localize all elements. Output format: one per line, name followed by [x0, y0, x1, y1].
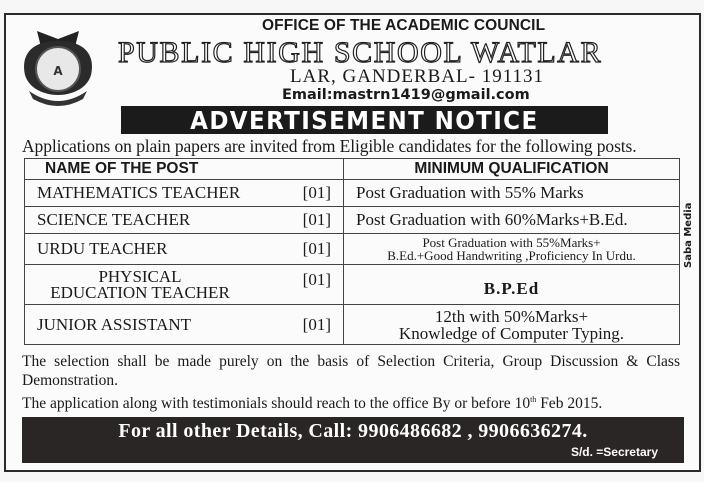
- table-header-row: [25, 159, 680, 180]
- side-credit: Saba Media: [683, 202, 694, 268]
- qualification-cell: [344, 305, 680, 345]
- qualification-line: Post Graduation with 55%Marks+: [422, 235, 601, 250]
- table-row: [25, 207, 680, 234]
- qualification-line: Knowledge of Computer Typing.: [398, 323, 625, 343]
- deadline-sup: th: [530, 395, 537, 404]
- advertisement-banner: [121, 106, 608, 134]
- signature: S/d. =Secretary: [570, 445, 658, 459]
- post-name: [25, 266, 255, 302]
- qualification-cell: Post Graduation with 55% Marks: [344, 180, 680, 207]
- post-name-line: EDUCATION TEACHER: [50, 282, 230, 302]
- post-count: [01]: [302, 314, 331, 334]
- post-cell: [25, 207, 344, 234]
- qualification-cell: [344, 234, 680, 265]
- school-email: Email:mastrn1419@gmail.com: [282, 87, 530, 103]
- post-count: [01]: [302, 210, 331, 229]
- post-name: URDU TEACHER: [37, 239, 168, 258]
- contact-footer: [22, 417, 684, 463]
- banner-title: ADVERTISEMENT NOTICE: [190, 106, 539, 135]
- contact-phones: For all other Details, Call: 9906486682 , 9906636274.: [118, 420, 588, 442]
- office-title: OFFICE OF THE ACADEMIC COUNCIL: [262, 17, 546, 34]
- qualification-cell: B.P.Ed: [344, 265, 680, 305]
- post-name-line: PHYSICAL: [98, 266, 182, 286]
- svg-text:A: A: [53, 64, 63, 78]
- post-count: [01]: [302, 269, 331, 289]
- posts-table: [24, 158, 680, 345]
- qualification-line: 12th with 50%Marks+: [434, 306, 589, 326]
- post-cell: [25, 305, 344, 345]
- post-cell: [25, 265, 344, 305]
- deadline-prefix: The application along with testimonials should reach to the office By or before 10: [22, 395, 531, 413]
- qualification-line: B.Ed.+Good Handwriting ,Proficiency In Urdu.: [387, 248, 636, 263]
- header-post-name: NAME OF THE POST: [25, 159, 344, 180]
- post-name: JUNIOR ASSISTANT: [37, 314, 192, 334]
- post-cell: [25, 180, 344, 207]
- selection-paragraph: The selection shall be made purely on the basis of Selection Criteria, Group Discussion & Class Demonstration.: [22, 353, 680, 389]
- table-row: [25, 265, 680, 305]
- table-row: [25, 234, 680, 265]
- qualification-cell: Post Graduation with 60%Marks+B.Ed.: [344, 207, 680, 234]
- deadline-suffix: Feb 2015.: [536, 395, 603, 413]
- table-row: [25, 305, 680, 345]
- post-count: [01]: [302, 239, 331, 258]
- school-crest-icon: [17, 27, 99, 107]
- table-row: [25, 180, 680, 207]
- post-name: SCIENCE TEACHER: [37, 210, 191, 229]
- school-address: LAR, GANDERBAL- 191131: [290, 66, 545, 87]
- intro-text: Applications on plain papers are invited from Eligible candidates for the following posts.: [22, 136, 637, 156]
- post-count: [01]: [302, 183, 331, 202]
- post-name: MATHEMATICS TEACHER: [37, 183, 241, 202]
- school-name: PUBLIC HIGH SCHOOL WATLAR: [118, 36, 603, 69]
- post-cell: [25, 234, 344, 265]
- deadline-paragraph: [22, 395, 602, 413]
- header-qualification: MINIMUM QUALIFICATION: [344, 159, 680, 180]
